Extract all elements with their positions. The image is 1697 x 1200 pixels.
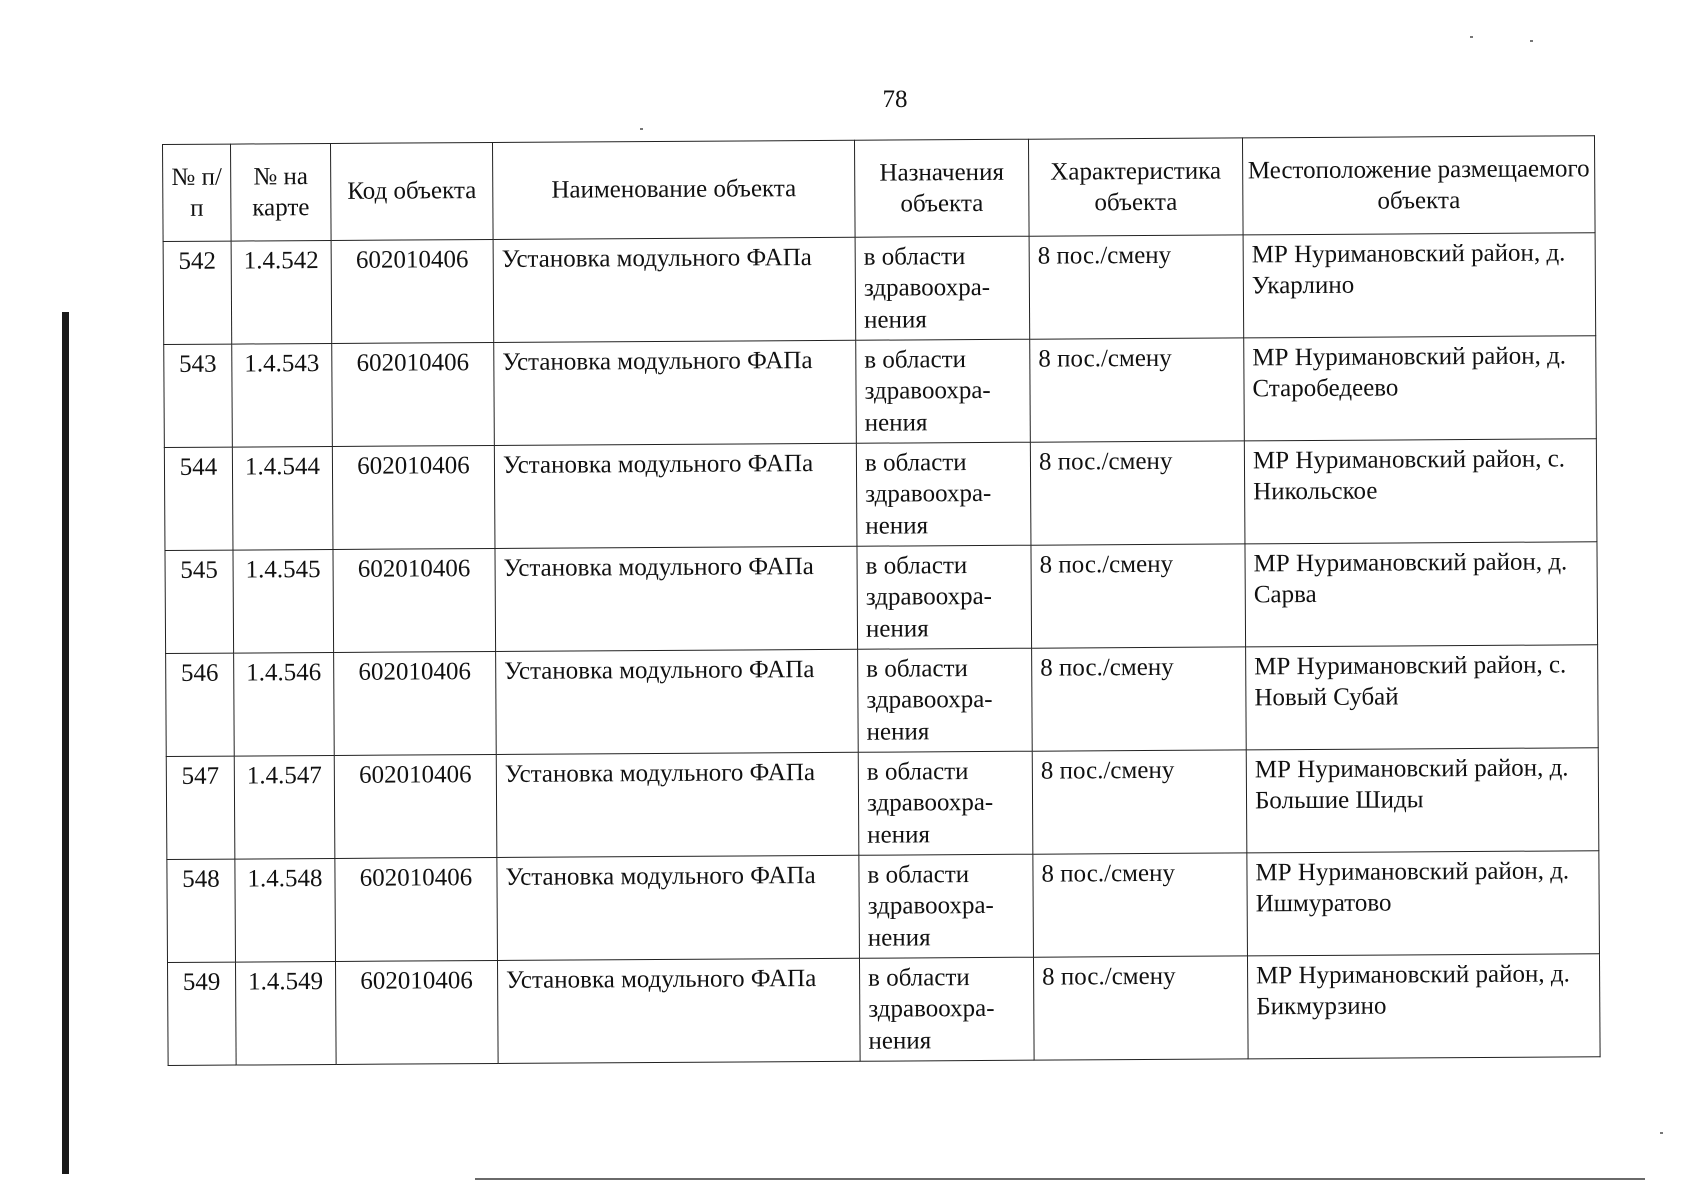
cell-object-name: Установка модульного ФАПа: [497, 855, 860, 960]
cell-object-code: 602010406: [335, 857, 498, 961]
table-row: [163, 233, 1596, 345]
cell-map-number: 1.4.548: [235, 858, 336, 962]
cell-object-purpose: в области здравоохра-нения: [858, 648, 1033, 752]
cell-object-name: Установка модульного ФАПа: [496, 649, 859, 754]
cell-object-characteristic: 8 пос./смену: [1033, 853, 1248, 957]
cell-object-purpose: в области здравоохра-нения: [855, 236, 1030, 340]
cell-object-code: 602010406: [334, 651, 497, 755]
cell-object-name: Установка модульного ФАПа: [496, 752, 859, 857]
cell-object-location: МР Нуримановский район, д. Старобедеево: [1244, 336, 1597, 441]
cell-object-location: МР Нуримановский район, д. Сарва: [1245, 542, 1598, 647]
cell-object-location: МР Нуримановский район, д. Бикмурзино: [1247, 954, 1600, 1059]
cell-object-code: 602010406: [335, 960, 498, 1064]
cell-object-location: МР Нуримановский район, с. Никольское: [1244, 439, 1597, 544]
scan-edge-line: [475, 1178, 1645, 1180]
scan-speck: [1470, 36, 1473, 38]
cell-num: 545: [165, 550, 234, 653]
cell-num: 543: [164, 344, 233, 447]
cell-map-number: 1.4.549: [235, 961, 336, 1065]
cell-object-characteristic: 8 пос./смену: [1030, 338, 1245, 442]
cell-object-location: МР Нуримановский район, д. Большие Шиды: [1246, 748, 1599, 853]
cell-object-purpose: в области здравоохра-нения: [857, 545, 1032, 649]
objects-table: [162, 135, 1601, 1066]
cell-object-code: 602010406: [334, 754, 497, 858]
cell-num: 546: [166, 653, 235, 756]
header-num: № п/п: [163, 144, 232, 241]
cell-map-number: 1.4.547: [234, 755, 335, 859]
cell-object-location: МР Нуримановский район, с. Новый Субай: [1246, 645, 1599, 750]
cell-object-name: Установка модульного ФАПа: [495, 546, 858, 651]
header-object-name: Наименование объекта: [492, 140, 855, 239]
cell-map-number: 1.4.546: [234, 652, 335, 756]
cell-object-location: МР Нуримановский район, д. Ишмуратово: [1247, 851, 1600, 956]
cell-object-name: Установка модульного ФАПа: [494, 340, 857, 445]
cell-object-name: Установка модульного ФАПа: [493, 237, 856, 342]
cell-object-code: 602010406: [331, 239, 494, 343]
cell-map-number: 1.4.543: [232, 343, 333, 447]
cell-map-number: 1.4.545: [233, 549, 334, 653]
cell-object-code: 602010406: [332, 342, 495, 446]
scan-speck: [1660, 1132, 1663, 1134]
header-object-characteristic: Характеристика объекта: [1028, 138, 1243, 236]
cell-object-characteristic: 8 пос./смену: [1033, 956, 1248, 1060]
cell-object-characteristic: 8 пос./смену: [1032, 647, 1247, 751]
cell-num: 544: [164, 447, 233, 550]
header-object-location: Местоположение размещаемого объекта: [1242, 136, 1595, 235]
table-header-row: [163, 136, 1596, 242]
scan-speck: [640, 128, 643, 130]
cell-num: 549: [167, 962, 236, 1065]
cell-object-location: МР Нуримановский район, д. Укарлино: [1243, 233, 1596, 338]
table-row: [164, 336, 1597, 448]
table-row: [167, 954, 1600, 1066]
cell-map-number: 1.4.542: [231, 240, 332, 344]
table-row: [166, 748, 1599, 860]
cell-num: 542: [163, 241, 232, 344]
table-row: [165, 542, 1598, 654]
cell-object-characteristic: 8 пос./смену: [1030, 441, 1245, 545]
scan-speck: [1530, 40, 1533, 42]
cell-map-number: 1.4.544: [232, 446, 333, 550]
cell-object-name: Установка модульного ФАПа: [497, 958, 860, 1063]
header-map-number: № на карте: [231, 143, 332, 241]
cell-object-purpose: в области здравоохра-нения: [856, 442, 1031, 546]
cell-object-purpose: в области здравоохра-нения: [856, 339, 1031, 443]
cell-object-characteristic: 8 пос./смену: [1031, 544, 1246, 648]
cell-object-characteristic: 8 пос./смену: [1029, 235, 1244, 339]
cell-object-code: 602010406: [332, 445, 495, 549]
page-number: 78: [882, 86, 908, 113]
cell-object-name: Установка модульного ФАПа: [494, 443, 857, 548]
table-row: [164, 439, 1597, 551]
table-row: [166, 645, 1599, 757]
header-object-purpose: Назначения объекта: [854, 139, 1029, 237]
cell-object-purpose: в области здравоохра-нения: [859, 854, 1034, 958]
scan-edge-bar: [62, 312, 69, 1174]
cell-object-code: 602010406: [333, 548, 496, 652]
cell-num: 547: [166, 756, 235, 859]
cell-num: 548: [167, 859, 236, 962]
cell-object-purpose: в области здравоохра-нения: [858, 751, 1033, 855]
header-object-code: Код объекта: [330, 142, 493, 240]
cell-object-purpose: в области здравоохра-нения: [859, 957, 1034, 1061]
table-row: [167, 851, 1600, 963]
cell-object-characteristic: 8 пос./смену: [1032, 750, 1247, 854]
